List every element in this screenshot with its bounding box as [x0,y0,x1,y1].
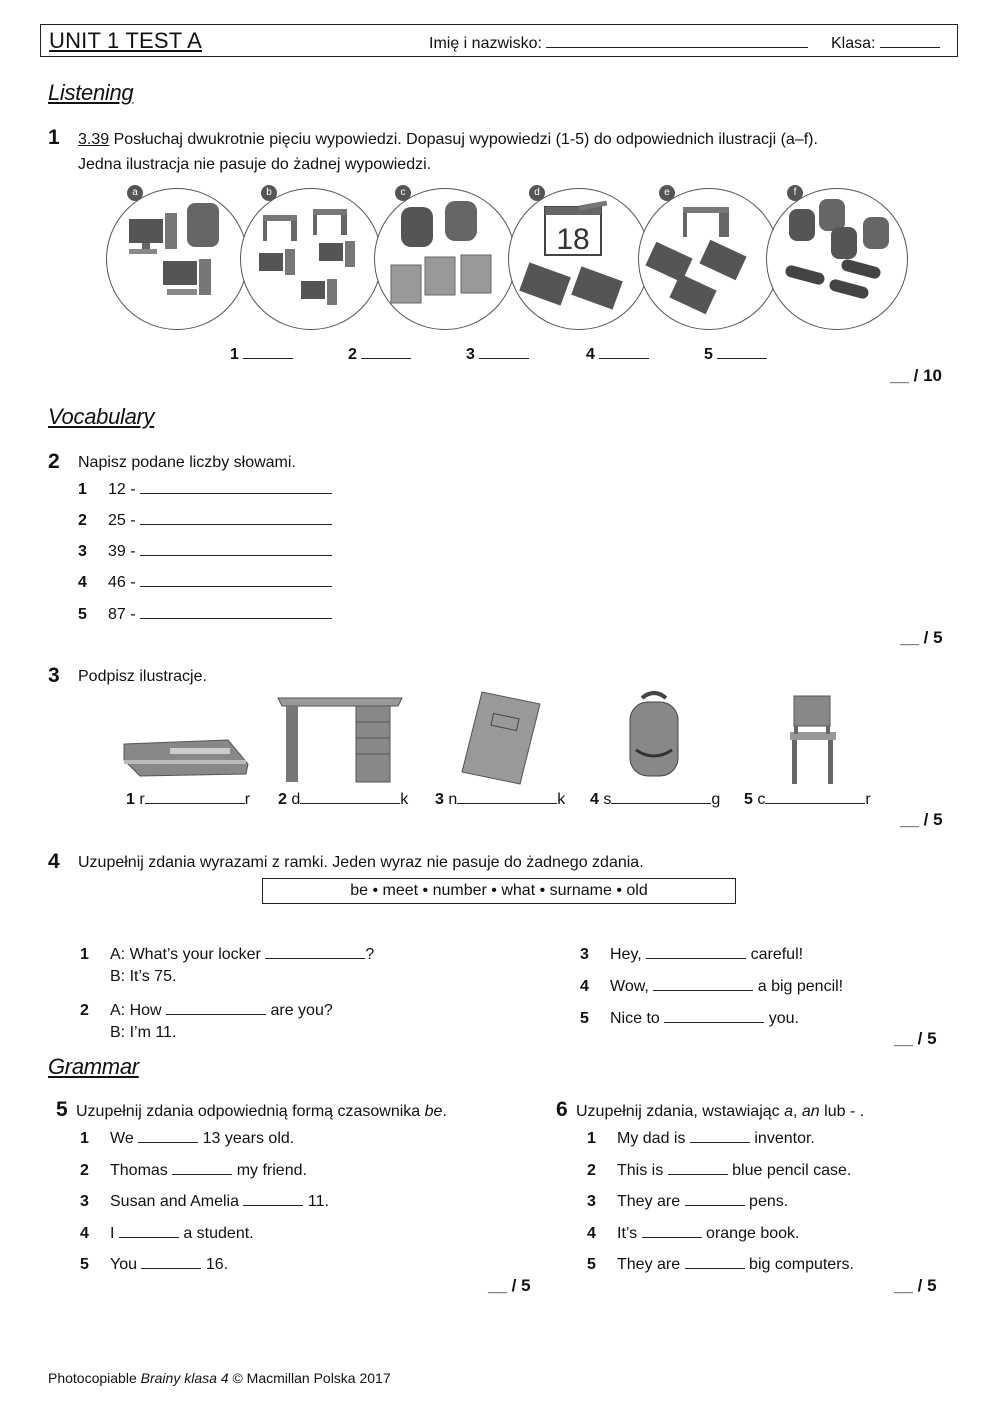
badge-c: c [395,185,411,201]
ex3-item-2[interactable]: 2 d k [278,791,409,808]
ex6-item-1[interactable]: 1 My dad is inventor. [587,1130,815,1147]
desks-computers-icon [241,189,381,329]
badge-a: a [127,185,143,201]
exercise-5-instruction: Uzupełnij zdania odpowiednią formą czasownika be. [76,1103,447,1120]
ex5-item-1[interactable]: 1 We 13 years old. [80,1130,295,1147]
answer-4-field[interactable] [586,344,649,364]
exercise-1-instruction [78,127,958,177]
illustration-d [508,188,650,330]
answer-3-field[interactable] [466,344,529,364]
ex6-item-4[interactable]: 4 It’s orange book. [587,1225,800,1242]
test-title: UNIT 1 TEST A [49,28,202,53]
word-box: be • meet • number • what • surname • old [262,878,736,904]
illustrations-row [104,186,912,332]
class-label: Klasa: [831,35,876,52]
exercise-number-3: 3 [48,664,60,687]
section-grammar: Grammar [48,1054,139,1079]
backpacks-pencilcases-icon [767,189,907,329]
ex5-item-4[interactable]: 4 I a student. [80,1225,254,1242]
exercise-number-5: 5 [56,1098,68,1121]
ex4-item-1[interactable]: 1 A: What’s your locker ? [80,946,375,963]
answer-3-number: 3 [466,346,475,363]
illustration-b [240,188,382,330]
answer-1-field[interactable] [230,344,293,364]
badge-f: f [787,185,803,201]
test-header [40,24,958,57]
name-field[interactable] [429,33,808,53]
ex2-item-2[interactable]: 2 25 - [78,510,332,530]
ex3-item-1[interactable]: 1 r r [126,791,251,808]
answer-5-number: 5 [704,346,713,363]
score-exercise-3: __ / 5 [900,810,943,829]
ex5-item-2[interactable]: 2 Thomas my friend. [80,1162,307,1179]
ex6-item-5[interactable]: 5 They are big computers. [587,1256,854,1273]
ex4-item-4[interactable]: 4 Wow, a big pencil! [580,978,844,995]
ex4-item-5[interactable]: 5 Nice to you. [580,1010,799,1027]
ex2-item-4[interactable]: 4 46 - [78,572,332,592]
answer-2-field[interactable] [348,344,411,364]
ex6-item-2[interactable]: 2 This is blue pencil case. [587,1162,852,1179]
calendar-notebooks-icon [509,189,649,329]
computers-icon [107,189,247,329]
notebook-icon [458,690,542,786]
exercise-number-2: 2 [48,450,60,473]
ex3-item-5[interactable]: 5 c r [744,791,871,808]
score-exercise-4: __ / 5 [894,1029,937,1048]
chair-icon [784,692,842,786]
exercise-2-instruction: Napisz podane liczby słowami. [78,454,296,471]
exercise-6-instruction: Uzupełnij zdania, wstawiając a, an lub - . [576,1103,865,1120]
badge-d: d [529,185,545,201]
answer-1-number: 1 [230,346,239,363]
illustration-e [638,188,780,330]
ex5-item-5[interactable]: 5 You 16. [80,1256,229,1273]
desk-icon [276,692,406,784]
track-number: 3.39 [78,131,110,148]
ex4-item-2[interactable]: 2 A: How are you? [80,1002,333,1019]
exercise-number-1: 1 [48,126,60,149]
exercise-3-instruction: Podpisz ilustracje. [78,668,207,685]
ex3-item-3[interactable]: 3 n k [435,791,566,808]
name-label: Imię i nazwisko: [429,35,542,52]
section-listening: Listening [48,80,134,105]
score-exercise-1: __ / 10 [890,366,942,385]
answer-5-field[interactable] [704,344,767,364]
calendar-number: 18 [556,223,590,256]
section-vocabulary: Vocabulary [48,404,155,429]
exercise-number-6: 6 [556,1098,568,1121]
answer-4-number: 4 [586,346,595,363]
ex2-item-3[interactable]: 3 39 - [78,541,332,561]
ex6-item-3[interactable]: 3 They are pens. [587,1193,789,1210]
illustration-f [766,188,908,330]
ex3-item-4[interactable]: 4 s g [590,791,721,808]
backpacks-books-icon [375,189,515,329]
ruler-icon [120,730,252,780]
badge-e: e [659,185,675,201]
ex4-item-2-answer: B: I’m 11. [110,1024,177,1041]
class-field[interactable] [831,33,940,53]
answer-2-number: 2 [348,346,357,363]
footer-copyright: Photocopiable Brainy klasa 4 © Macmillan Polska 2017 [48,1370,391,1386]
backpack-icon [618,690,690,782]
exercise-4-instruction: Uzupełnij zdania wyrazami z ramki. Jeden wyraz nie pasuje do żadnego zdania. [78,854,644,871]
illustration-c [374,188,516,330]
ex4-item-3[interactable]: 3 Hey, careful! [580,946,804,963]
ex2-item-1[interactable]: 1 12 - [78,479,332,499]
desk-notebooks-icon [639,189,779,329]
exercise-number-4: 4 [48,850,60,873]
badge-b: b [261,185,277,201]
name-line [546,33,808,48]
ex4-item-1-answer: B: It’s 75. [110,968,177,985]
class-line [880,33,940,48]
ex2-item-5[interactable]: 5 87 - [78,604,332,624]
score-exercise-5: __ / 5 [488,1276,531,1295]
score-exercise-2: __ / 5 [900,628,943,647]
instruction-line-1: Posłuchaj dwukrotnie pięciu wypowiedzi. Dopasuj wypowiedzi (1-5) do odpowiednich ilustracji (a–f). [109,131,818,148]
instruction-line-2: Jedna ilustracja nie pasuje do żadnej wypowiedzi. [78,156,432,173]
score-exercise-6: __ / 5 [894,1276,937,1295]
ex5-item-3[interactable]: 3 Susan and Amelia 11. [80,1193,329,1210]
illustration-a [106,188,248,330]
